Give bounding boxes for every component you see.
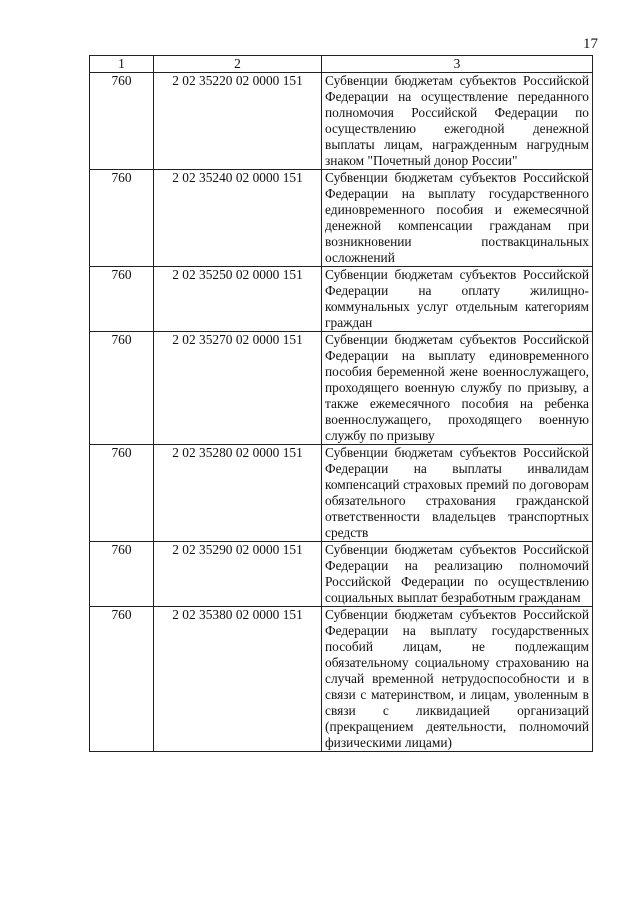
budget-code-cell: 2 02 35250 02 0000 151 [154, 267, 322, 332]
table-row [90, 445, 593, 542]
admin-code-cell: 760 [90, 267, 154, 332]
table-header-row [90, 56, 593, 73]
budget-code-cell: 2 02 35380 02 0000 151 [154, 607, 322, 752]
revenue-name-cell: Субвенции бюджетам субъектов Российской Федерации на выплату государственных пособий лицам, не подлежащим обязательному социальному страхованию на случай временной нетрудоспособности и в связи с материнством, и лицам, уволенным в связи с ликвидацией организаций (прекращением деятельности, полномочий физическими лицами) [322, 607, 593, 752]
table-row [90, 73, 593, 170]
table-row [90, 542, 593, 607]
page-number: 17 [583, 36, 598, 52]
budget-classification-table [89, 55, 593, 752]
table-row [90, 267, 593, 332]
revenue-name-cell: Субвенции бюджетам субъектов Российской Федерации на реализацию полномочий Российской Федерации по осуществлению социальных выплат безработным гражданам [322, 542, 593, 607]
budget-code-cell: 2 02 35240 02 0000 151 [154, 170, 322, 267]
admin-code-cell: 760 [90, 332, 154, 445]
column-header-code: 2 [154, 56, 322, 73]
admin-code-cell: 760 [90, 445, 154, 542]
revenue-name-cell: Субвенции бюджетам субъектов Российской Федерации на оплату жилищно-коммунальных услуг отдельным категориям граждан [322, 267, 593, 332]
budget-code-cell: 2 02 35220 02 0000 151 [154, 73, 322, 170]
budget-code-cell: 2 02 35290 02 0000 151 [154, 542, 322, 607]
table-row [90, 607, 593, 752]
revenue-name-cell: Субвенции бюджетам субъектов Российской Федерации на выплату государственного единовременного пособия и ежемесячной денежной компенсации гражданам при возникновении поствакцинальных осложнений [322, 170, 593, 267]
admin-code-cell: 760 [90, 170, 154, 267]
admin-code-cell: 760 [90, 542, 154, 607]
revenue-name-cell: Субвенции бюджетам субъектов Российской Федерации на осуществление переданного полномочия Российской Федерации по осуществлению ежегодной денежной выплаты лицам, награжденным нагрудным знаком "Почетный донор России" [322, 73, 593, 170]
column-header-admin: 1 [90, 56, 154, 73]
column-header-name: 3 [322, 56, 593, 73]
revenue-name-cell: Субвенции бюджетам субъектов Российской Федерации на выплату единовременного пособия беременной жене военнослужащего, проходящего военную службу по призыву, а также ежемесячного пособия на ребенка военнослужащего, проходящего военную службу по призыву [322, 332, 593, 445]
revenue-name-cell: Субвенции бюджетам субъектов Российской Федерации на выплаты инвалидам компенсаций страховых премий по договорам обязательного страхования гражданской ответственности владельцев транспортных средств [322, 445, 593, 542]
budget-code-cell: 2 02 35270 02 0000 151 [154, 332, 322, 445]
table-row [90, 332, 593, 445]
admin-code-cell: 760 [90, 73, 154, 170]
budget-code-cell: 2 02 35280 02 0000 151 [154, 445, 322, 542]
admin-code-cell: 760 [90, 607, 154, 752]
table-row [90, 170, 593, 267]
